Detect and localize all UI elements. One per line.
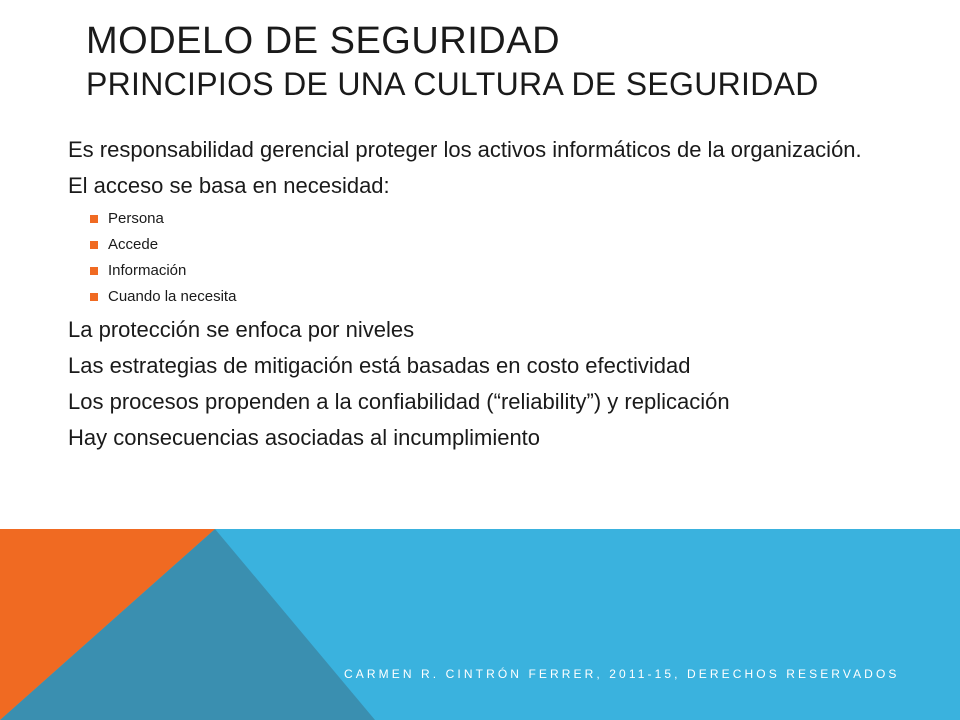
sub-bullet-label: Accede <box>108 236 159 253</box>
square-bullet-icon <box>90 293 98 301</box>
sub-bullet-label: Información <box>108 262 187 279</box>
bullet-procesos: Los procesos propenden a la confiabilidad (“reliability”) y replicación <box>68 389 730 414</box>
bullet-acceso: El acceso se basa en necesidad: <box>68 173 390 198</box>
slide-subtitle: PRINCIPIOS DE UNA CULTURA DE SEGURIDAD <box>86 66 819 102</box>
bullet-proteccion: La protección se enfoca por niveles <box>68 317 415 342</box>
sub-bullet-informacion <box>68 258 938 284</box>
title-block <box>86 18 926 104</box>
sub-bullet-label: Cuando la necesita <box>108 288 237 305</box>
bullet-responsabilidad: Es responsabilidad gerencial proteger los activos informáticos de la organización. <box>68 137 862 162</box>
slide-content <box>68 134 938 458</box>
square-bullet-icon <box>90 267 98 275</box>
slide-title: MODELO DE SEGURIDAD <box>86 20 561 62</box>
square-bullet-icon <box>90 215 98 223</box>
sub-bullet-accede <box>68 232 938 258</box>
footer-copyright: CARMEN R. CINTRÓN FERRER, 2011-15, DERECHOS RESERVADOS <box>344 667 900 681</box>
sub-bullet-persona <box>68 206 938 232</box>
sub-bullet-cuando <box>68 284 938 310</box>
square-bullet-icon <box>90 241 98 249</box>
bullet-estrategias: Las estrategias de mitigación está basadas en costo efectividad <box>68 353 691 378</box>
sub-bullet-label: Persona <box>108 210 164 227</box>
bullet-consecuencias: Hay consecuencias asociadas al incumplimiento <box>68 425 541 450</box>
sub-bullet-list <box>68 206 938 310</box>
